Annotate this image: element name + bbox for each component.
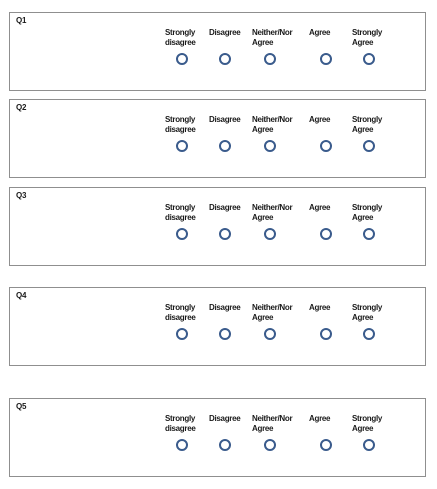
option-label-line2: Agree (352, 125, 374, 134)
option-strongly-agree (352, 203, 400, 253)
radio-strongly-disagree[interactable] (176, 228, 188, 240)
option-label-line1: Strongly (352, 203, 383, 212)
radio-disagree[interactable] (219, 140, 231, 152)
option-label-line1: Strongly (352, 28, 383, 37)
option-label-line1: Agree (309, 303, 331, 312)
radio-strongly-agree[interactable] (363, 228, 375, 240)
radio-disagree[interactable] (219, 53, 231, 65)
option-agree (309, 303, 357, 353)
option-disagree (209, 203, 257, 253)
radio-strongly-agree[interactable] (363, 328, 375, 340)
option-label-line1: Agree (309, 115, 331, 124)
option-label-line2: disagree (165, 213, 196, 222)
option-disagree (209, 303, 257, 353)
radio-agree[interactable] (320, 140, 332, 152)
option-label-line1: Neither/Nor (252, 115, 293, 124)
option-label-line2: disagree (165, 38, 196, 47)
radio-strongly-agree[interactable] (363, 439, 375, 451)
option-label-line1: Agree (309, 414, 331, 423)
option-agree (309, 414, 357, 464)
option-label-line1: Strongly (165, 303, 196, 312)
radio-disagree[interactable] (219, 228, 231, 240)
option-strongly-disagree (165, 203, 213, 253)
radio-strongly-disagree[interactable] (176, 140, 188, 152)
radio-strongly-disagree[interactable] (176, 53, 188, 65)
option-agree (309, 203, 357, 253)
option-agree (309, 115, 357, 165)
option-label-line1: Neither/Nor (252, 414, 293, 423)
option-label-line1: Disagree (209, 28, 241, 37)
option-neither-nor-agree (252, 303, 300, 353)
option-label-line1: Agree (309, 203, 331, 212)
option-label-line1: Disagree (209, 203, 241, 212)
radio-strongly-agree[interactable] (363, 140, 375, 152)
radio-disagree[interactable] (219, 439, 231, 451)
option-disagree (209, 28, 257, 78)
question-5-box (9, 398, 426, 477)
option-neither-nor-agree (252, 115, 300, 165)
option-disagree (209, 414, 257, 464)
option-label-line2: Agree (352, 424, 374, 433)
option-label-line1: Disagree (209, 115, 241, 124)
question-3-box (9, 187, 426, 266)
option-neither-nor-agree (252, 28, 300, 78)
radio-strongly-agree[interactable] (363, 53, 375, 65)
option-strongly-agree (352, 28, 400, 78)
radio-neither-nor-agree[interactable] (264, 328, 276, 340)
option-label-line2: disagree (165, 313, 196, 322)
question-label: Q3 (16, 191, 27, 200)
option-strongly-agree (352, 115, 400, 165)
option-label-line2: disagree (165, 125, 196, 134)
option-label-line2: Agree (352, 213, 374, 222)
option-label-line2: Agree (252, 38, 274, 47)
option-label-line1: Disagree (209, 303, 241, 312)
option-strongly-agree (352, 303, 400, 353)
option-label-line2: Agree (352, 313, 374, 322)
question-1-box (9, 12, 426, 91)
option-label-line2: Agree (252, 313, 274, 322)
radio-neither-nor-agree[interactable] (264, 53, 276, 65)
option-strongly-agree (352, 414, 400, 464)
option-label-line1: Strongly (352, 303, 383, 312)
question-4-box (9, 287, 426, 366)
option-label-line1: Strongly (165, 414, 196, 423)
option-label-line1: Neither/Nor (252, 303, 293, 312)
option-disagree (209, 115, 257, 165)
radio-neither-nor-agree[interactable] (264, 140, 276, 152)
radio-strongly-disagree[interactable] (176, 439, 188, 451)
option-label-line1: Neither/Nor (252, 203, 293, 212)
option-label-line2: disagree (165, 424, 196, 433)
option-neither-nor-agree (252, 203, 300, 253)
option-agree (309, 28, 357, 78)
option-label-line2: Agree (252, 424, 274, 433)
question-2-box (9, 99, 426, 178)
option-label-line2: Agree (352, 38, 374, 47)
radio-agree[interactable] (320, 328, 332, 340)
option-label-line1: Strongly (165, 28, 196, 37)
option-label-line2: Agree (252, 213, 274, 222)
option-label-line1: Strongly (165, 203, 196, 212)
radio-agree[interactable] (320, 53, 332, 65)
option-label-line1: Strongly (352, 115, 383, 124)
radio-neither-nor-agree[interactable] (264, 228, 276, 240)
option-label-line2: Agree (252, 125, 274, 134)
option-neither-nor-agree (252, 414, 300, 464)
question-label: Q1 (16, 16, 27, 25)
radio-agree[interactable] (320, 439, 332, 451)
option-label-line1: Disagree (209, 414, 241, 423)
option-strongly-disagree (165, 303, 213, 353)
radio-agree[interactable] (320, 228, 332, 240)
radio-strongly-disagree[interactable] (176, 328, 188, 340)
radio-neither-nor-agree[interactable] (264, 439, 276, 451)
question-label: Q2 (16, 103, 27, 112)
option-label-line1: Neither/Nor (252, 28, 293, 37)
option-label-line1: Strongly (352, 414, 383, 423)
question-label: Q5 (16, 402, 27, 411)
option-label-line1: Strongly (165, 115, 196, 124)
question-label: Q4 (16, 291, 27, 300)
option-strongly-disagree (165, 28, 213, 78)
option-strongly-disagree (165, 115, 213, 165)
option-label-line1: Agree (309, 28, 331, 37)
radio-disagree[interactable] (219, 328, 231, 340)
option-strongly-disagree (165, 414, 213, 464)
